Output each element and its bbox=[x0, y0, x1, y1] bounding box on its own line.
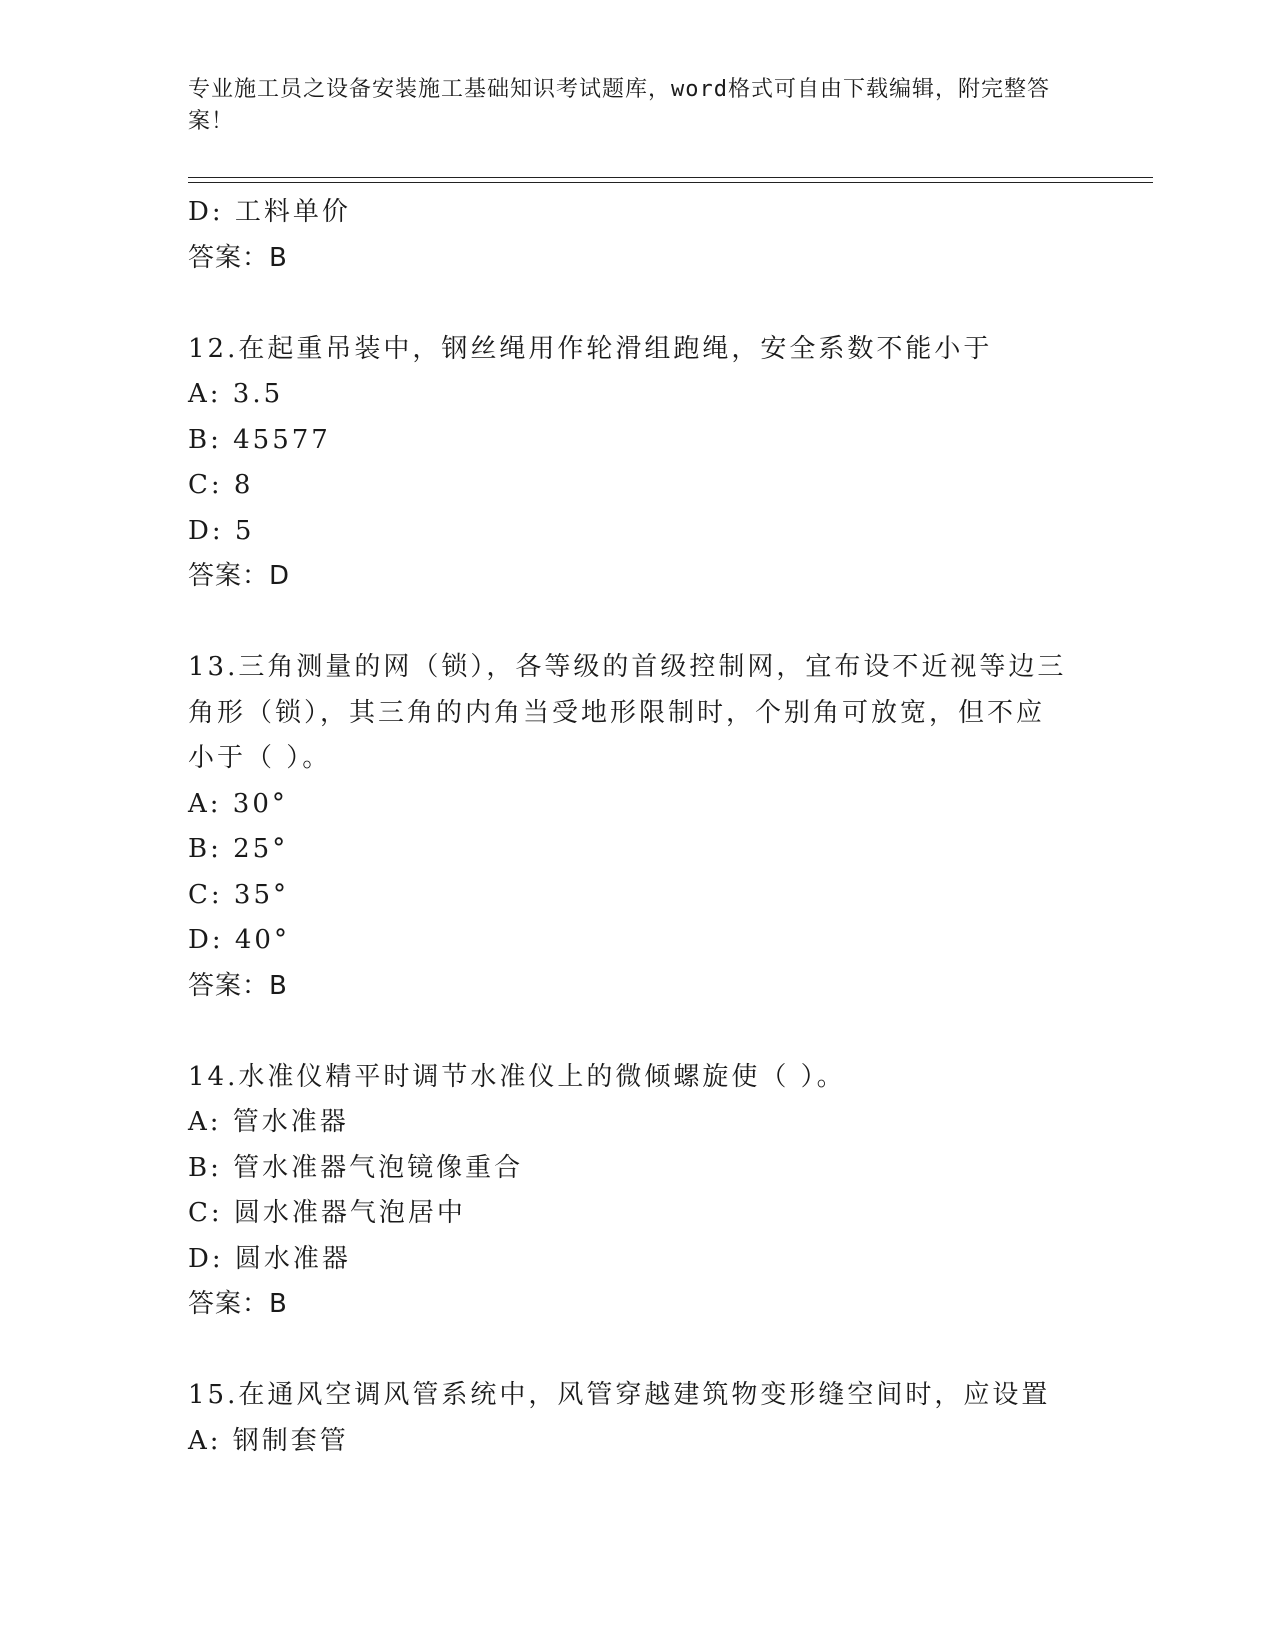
question-13 bbox=[188, 645, 1088, 1009]
question-stem: 15.在通风空调风管系统中，风管穿越建筑物变形缝空间时，应设置 bbox=[188, 1380, 1051, 1410]
option-a: A: 3.5 bbox=[188, 379, 284, 409]
answer: 答案：B bbox=[188, 242, 288, 273]
header-divider-top bbox=[188, 177, 1153, 178]
spacer bbox=[188, 1328, 1088, 1374]
question-stem: 12.在起重吊装中，钢丝绳用作轮滑组跑绳，安全系数不能小于 bbox=[188, 333, 993, 364]
option-c: C: 圆水准器气泡居中 bbox=[188, 1198, 466, 1228]
question-15 bbox=[188, 1373, 1088, 1464]
question-stem: 13.三角测量的网（锁），各等级的首级控制网，宜布设不近视等边三角形（锁），其三角的内角当受地形限制时，个别角可放宽，但不应小于（ ）。 bbox=[188, 652, 1067, 773]
option-b: B: 管水准器气泡镜像重合 bbox=[188, 1152, 524, 1183]
question-12 bbox=[188, 327, 1088, 600]
option-b: B: 25° bbox=[188, 834, 289, 864]
option-c: C: 8 bbox=[188, 470, 254, 500]
question-stem: 14.水准仪精平时调节水准仪上的微倾螺旋使（ ）。 bbox=[188, 1061, 846, 1092]
question-14 bbox=[188, 1055, 1088, 1328]
option-c: C: 35° bbox=[188, 879, 290, 910]
spacer bbox=[188, 600, 1088, 646]
option-d: D: 5 bbox=[188, 515, 255, 546]
page-header: 专业施工员之设备安装施工基础知识考试题库，word格式可自由下载编辑，附完整答案！ bbox=[188, 77, 1050, 134]
option-d: D: 工料单价 bbox=[188, 197, 351, 227]
option-d: D: 圆水准器 bbox=[188, 1243, 351, 1274]
answer: 答案：B bbox=[188, 970, 288, 1001]
header-divider-bottom bbox=[188, 182, 1153, 183]
option-a: A: 30° bbox=[188, 788, 288, 819]
answer: 答案：D bbox=[188, 561, 291, 591]
option-d: D: 40° bbox=[188, 925, 290, 955]
spacer bbox=[188, 281, 1088, 327]
document-body bbox=[188, 190, 1088, 1464]
option-a: A: 管水准器 bbox=[188, 1107, 349, 1137]
spacer bbox=[188, 1009, 1088, 1055]
option-a: A: 钢制套管 bbox=[188, 1425, 349, 1456]
answer: 答案：B bbox=[188, 1289, 288, 1319]
option-b: B: 45577 bbox=[188, 424, 331, 455]
